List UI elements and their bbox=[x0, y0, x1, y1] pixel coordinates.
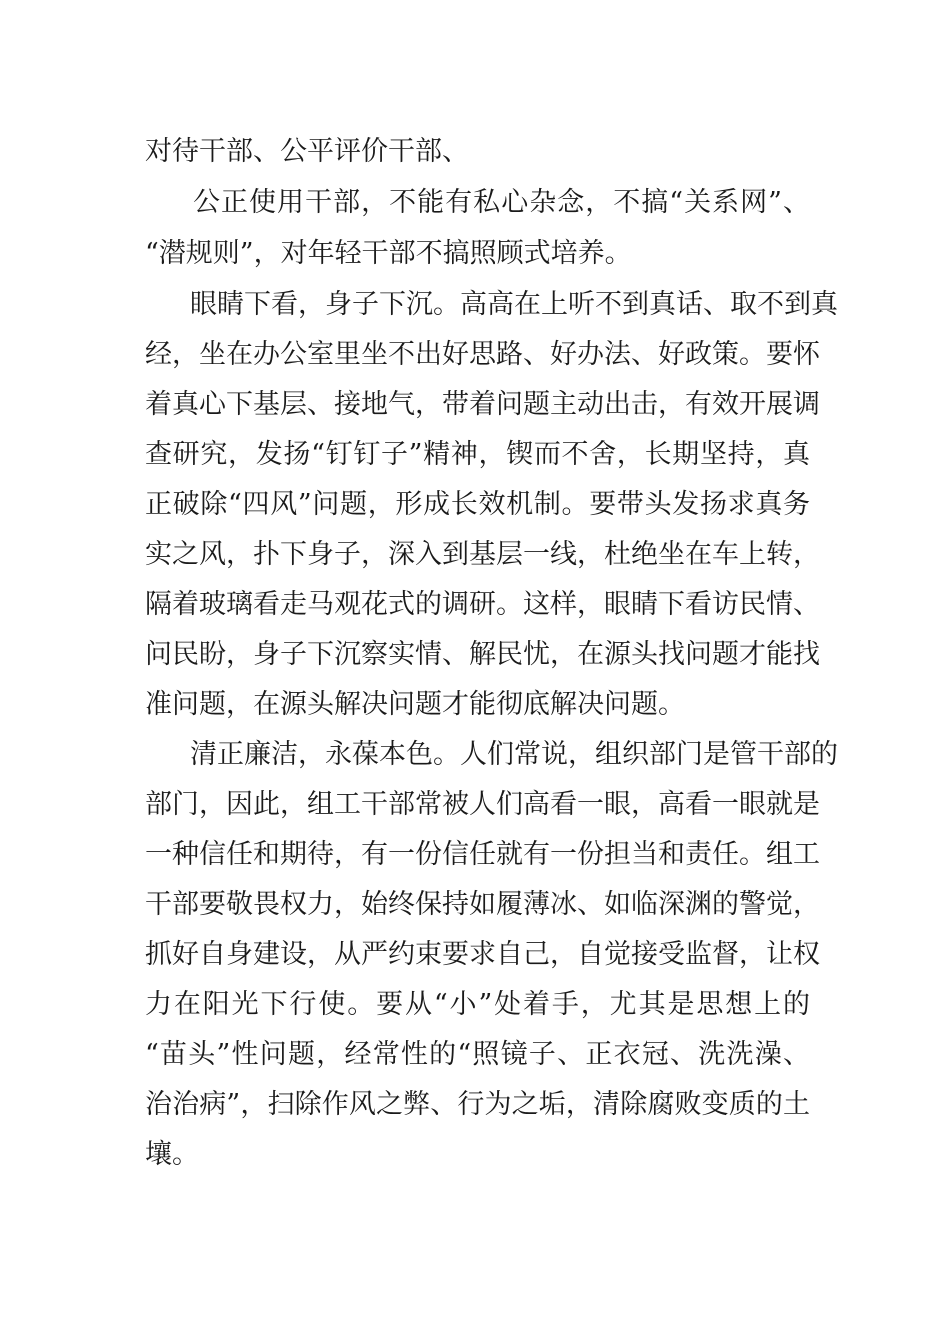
text-line-11: 问民盼，身子下沉察实情、解民忧，在源头找问题才能找 bbox=[145, 639, 820, 670]
text-line-16: 干部要敬畏权力，始终保持如履薄冰、如临深渊的警觉， bbox=[145, 889, 820, 920]
text-line-21: 壤。 bbox=[145, 1139, 199, 1170]
text-line-19: “苗头”性问题，经常性的“照镜子、正衣冠、洗洗澡、 bbox=[145, 1039, 810, 1070]
text-line-14: 部门，因此，组工干部常被人们高看一眼，高看一眼就是 bbox=[145, 789, 820, 820]
text-line-18: 力在阳光下行使。要从“小”处着手，尤其是思想上的 bbox=[145, 989, 810, 1020]
text-line-8: 正破除“四风”问题，形成长效机制。要带头发扬求真务 bbox=[145, 489, 810, 520]
text-line-10: 隔着玻璃看走马观花式的调研。这样，眼睛下看访民情、 bbox=[145, 589, 820, 620]
text-line-13: 清正廉洁，永葆本色。人们常说，组织部门是管干部的 bbox=[190, 739, 838, 770]
text-line-12: 准问题，在源头解决问题才能彻底解决问题。 bbox=[145, 689, 685, 720]
text-line-9: 实之风，扑下身子，深入到基层一线，杜绝坐在车上转， bbox=[145, 539, 820, 570]
text-line-6: 着真心下基层、接地气，带着问题主动出击，有效开展调 bbox=[145, 389, 820, 420]
text-line-15: 一种信任和期待，有一份信任就有一份担当和责任。组工 bbox=[145, 839, 820, 870]
text-line-17: 抓好自身建设，从严约束要求自己，自觉接受监督，让权 bbox=[145, 939, 820, 970]
text-line-5: 经，坐在办公室里坐不出好思路、好办法、好政策。要怀 bbox=[145, 339, 820, 370]
text-line-4: 眼睛下看，身子下沉。高高在上听不到真话、取不到真 bbox=[190, 289, 838, 320]
text-line-20: 治治病”，扫除作风之弊、行为之垢，清除腐败变质的土 bbox=[145, 1089, 810, 1120]
text-line-1: 对待干部、公平评价干部、 bbox=[145, 136, 469, 167]
text-line-7: 查研究，发扬“钉钉子”精神，锲而不舍，长期坚持，真 bbox=[145, 439, 810, 470]
text-line-3: “潜规则”，对年轻干部不搞照顾式培养。 bbox=[145, 238, 632, 269]
text-line-2: 公正使用干部，不能有私心杂念，不搞“关系网”、 bbox=[193, 187, 810, 218]
